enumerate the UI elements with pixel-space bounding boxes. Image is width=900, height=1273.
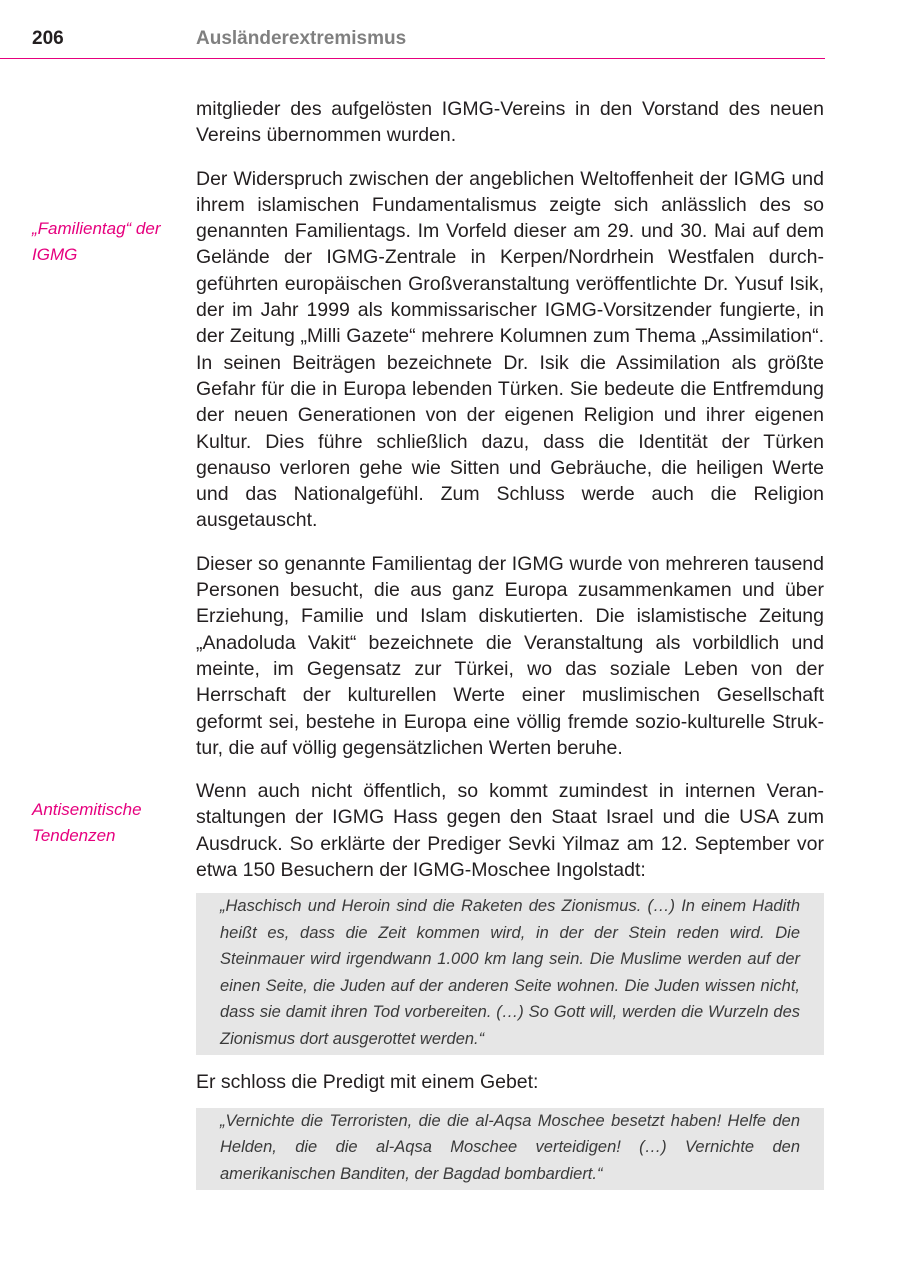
quote-block-1: „Haschisch und Heroin sind die Raketen des Zionismus. (…) In einem Hadith heißt es, dass die Zeit kommen wird, in der der Stein reden wird. Die Steinmauer wird irgendwann 1.000 km lang sein. Die Muslime werden auf der einen Seite, die Juden auf der anderen Seite wohnen. Die Juden wissen nicht, dass sie damit ihren Tod vorbereiten. (…) So Gott will, werden die Wurzeln des Zionismus dort ausgerottet werden.“ bbox=[196, 893, 824, 1055]
paragraph-4: Wenn auch nicht öffentlich, so kommt zumindest in internen Veranstaltungen der IGMG Hass gegen den Staat Israel und die USA zum Ausdruck. So erklärte der Prediger Sevki Yilmaz am 12. September vor etwa 150 Besuchern der IGMG-Moschee Ingolstadt: bbox=[196, 780, 824, 882]
main-text-column bbox=[196, 96, 824, 1190]
page-header bbox=[0, 0, 825, 59]
paragraph-1: mitglieder des aufgelösten IGMG-Vereins in den Vorstand des neuen Vereins übernommen wurden. bbox=[196, 98, 824, 147]
margin-note-antisemitisch: Antisemitische Tendenzen bbox=[32, 800, 142, 845]
quote-block-2: „Vernichte die Terroristen, die die al-Aqsa Moschee besetzt haben! Helfe den Helden, die die al-Aqsa Moschee verteidigen! (…) Vernichte den amerikanischen Banditen, der Bagdad bombardiert.“ bbox=[196, 1108, 824, 1191]
margin-note-familientag: „Familientag“ der IGMG bbox=[32, 219, 161, 264]
paragraph-2: Der Widerspruch zwischen der angeblichen Weltoffenheit der IGMG und ihrem islamischen Fundamentalismus zeigte sich anlässlich des so genannten Familientags. Im Vorfeld dieser am 29. und 30. Mai auf dem Gelände der IGMG-Zentrale in Kerpen/Nordrhein Westfalen durchgeführten europäischen Großveranstaltung veröffentlichte Dr. Yusuf Isik, der im Jahr 1999 als kommissarischer IGMG-Vorsitzender fungierte, in der Zeitung „Milli Gazete“ mehrere Kolumnen zum Thema „Assimilation“. In seinen Beiträgen bezeichnete Dr. Isik die Assimilation als größte Gefahr für die in Europa lebenden Türken. Sie bedeute die Entfremdung der neuen Generationen von der eigenen Religion und ihrer eigenen Kultur. Dies führe schließlich dazu, dass die Identität der Türken genauso verloren gehe wie Sitten und Gebräuche, die heiligen Werte und das Nationalgefühl. Zum Schluss werde auch die Religion ausgetauscht. bbox=[196, 167, 824, 532]
paragraph-3: Dieser so genannte Familientag der IGMG wurde von mehreren tausend Personen besucht, die aus ganz Europa zusammenkamen und über Erziehung, Familie und Islam diskutierten. Die islamistische Zeitung „Anadoluda Vakit“ bezeichnete die Veranstaltung als vorbildlich und meinte, im Gegensatz zur Türkei, wo das soziale Leben von der Herrschaft der kulturellen Werte einer muslimischen Gesellschaft geformt sei, bestehe in Europa eine völlig fremde sozio-kulturelle Struktur, die auf völlig gegensätzlichen Werten beruhe. bbox=[196, 552, 824, 759]
paragraph-5: Er schloss die Predigt mit einem Gebet: bbox=[196, 1071, 539, 1094]
running-title: Ausländerextremismus bbox=[196, 28, 407, 49]
page-number: 206 bbox=[32, 28, 64, 49]
